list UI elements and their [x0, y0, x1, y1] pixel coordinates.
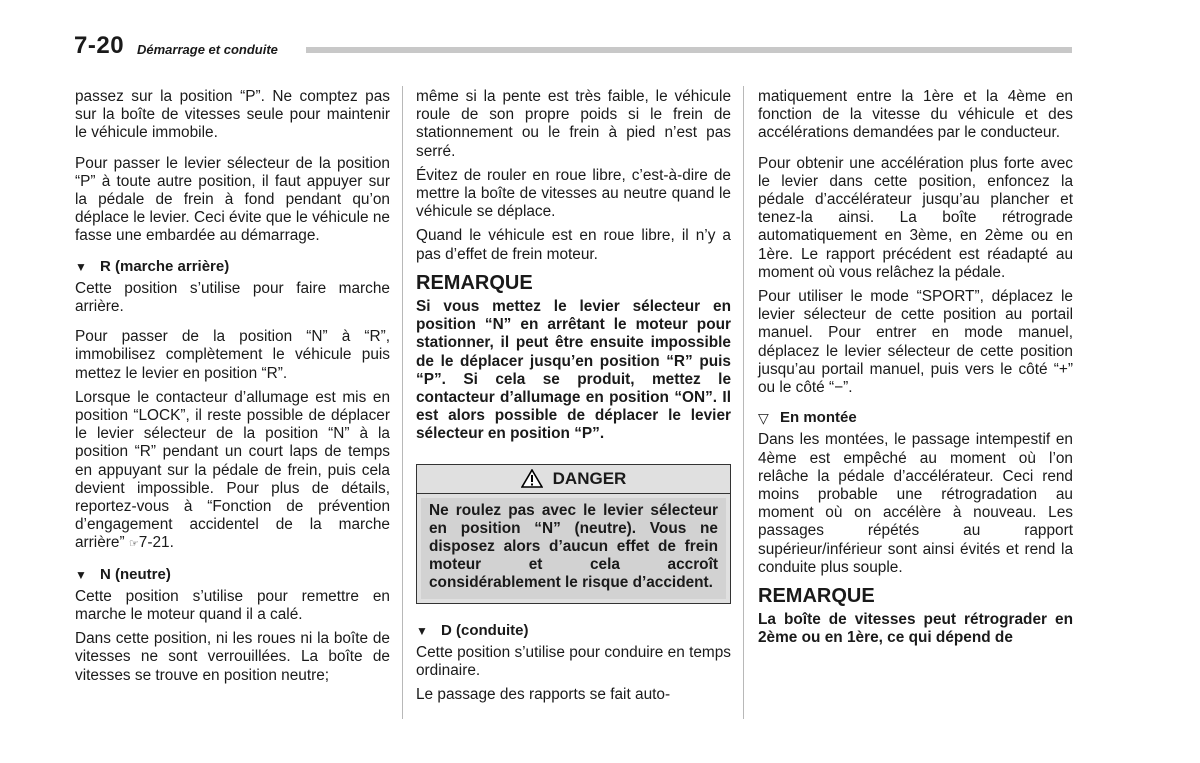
paragraph: même si la pente est très faible, le véhicule roule de son propre poids si le frein de stationnement ou le frein à pied n’est pas serré.: [416, 88, 731, 160]
heading-text: D (conduite): [441, 621, 529, 639]
paragraph: Pour utiliser le mode “SPORT”, déplacez le levier sélecteur de cette position au portail manuel. Pour entrer en mode manuel, déplacez le levier sélecteur de cette position jusqu’au portail manuel, puis vers le côté “+” ou le côté “−”.: [758, 288, 1073, 397]
header-rule: [306, 47, 1072, 53]
page-reference[interactable]: 7-21.: [138, 534, 174, 552]
triangle-bullet-icon: ▼: [75, 567, 87, 582]
paragraph: Pour passer de la position “N” à “R”, immobilisez complètement le véhicule puis mettez le levier en position “R”.: [75, 328, 390, 382]
danger-body: Ne roulez pas avec le levier sélecteur en position “N” (neutre). Vous ne disposez alors d’aucun effet de frein moteur et cela accroît considérablement le risque d’accident.: [421, 498, 726, 599]
page-reference-icon: ☞: [128, 538, 139, 551]
heading-n-neutral: [75, 566, 390, 584]
heading-r-reverse: [75, 258, 390, 276]
paragraph-text: Lorsque le contacteur d’allumage est mis en position “LOCK”, il reste possible de déplacer le levier sélecteur de la position “N” à la position “R” pendant un court laps de temps en appuyant sur la pédale de frein, puis cela devient impossible. Pour plus de détails, reportez-vous à “Fonction de prévention d’engagement accidentel de la marche arrière”: [75, 388, 390, 552]
heading-en-montee: [758, 409, 1073, 427]
paragraph: Cette position s’utilise pour conduire en temps ordinaire.: [416, 643, 731, 680]
paragraph: Cette position s’utilise pour faire marche arrière.: [75, 279, 390, 316]
heading-text: R (marche arrière): [100, 257, 230, 275]
column-divider: [402, 86, 403, 719]
paragraph: Dans les montées, le passage intempestif en 4ème est empêché au moment où l’on relâche la pédale d’accélérateur. Ceci rend moins probable une rétrogradation au moment où on accélère à nouveau. Les passages répétés au rapport supérieur/inférieur sont ainsi évités et rend la conduite plus souple.: [758, 431, 1073, 576]
paragraph: Pour obtenir une accélération plus forte avec le levier dans cette position, enfoncez la pédale d’accélérateur jusqu’au plancher et tenez-la ainsi. La boîte rétrograde automatiquement en 3ème, en 2ème ou en 1ère. Le rapport précédent est réadapté au moment où vous relâchez la pédale.: [758, 154, 1073, 281]
page-header: [74, 30, 1072, 62]
remarque-title: REMARQUE: [416, 271, 533, 294]
heading-d-drive: [416, 622, 731, 640]
paragraph: Quand le véhicule est en roue libre, il n’y a pas d’effet de frein moteur.: [416, 227, 731, 263]
column-divider: [743, 86, 744, 719]
section-title: Démarrage et conduite: [137, 42, 278, 57]
column-3: [758, 88, 1073, 648]
heading-text: N (neutre): [100, 565, 171, 583]
triangle-bullet-icon: ▼: [416, 623, 428, 638]
remarque-body: La boîte de vitesses peut rétrograder en 2ème ou en 1ère, ce qui dépend de: [758, 611, 1073, 647]
paragraph: Le passage des rapports se fait auto-: [416, 686, 671, 704]
open-triangle-bullet-icon: ▽: [758, 410, 769, 427]
column-2: [416, 88, 731, 710]
remarque-title: REMARQUE: [758, 585, 875, 608]
page-number: 7-20: [74, 32, 125, 59]
paragraph: [75, 389, 390, 554]
heading-text: En montée: [780, 409, 857, 427]
warning-triangle-icon: [521, 469, 543, 488]
paragraph: Pour passer le levier sélecteur de la position “P” à toute autre position, il faut appuyer sur la pédale de frein à fond pendant qu’on déplace le levier. Ceci évite que le véhicule ne fasse une embardée au démarrage.: [75, 154, 390, 245]
paragraph: matiquement entre la 1ère et la 4ème en fonction de la vitesse du véhicule et des accélérations demandées par le conducteur.: [758, 88, 1073, 142]
danger-title: DANGER: [552, 468, 627, 488]
column-1: [75, 88, 390, 691]
paragraph: passez sur la position “P”. Ne comptez pas sur la boîte de vitesses seule pour maintenir le véhicule immobile.: [75, 88, 390, 142]
remarque-body: Si vous mettez le levier sélecteur en position “N” en arrêtant le moteur pour stationner, il peut être ensuite impossible de le déplacer jusqu’en position “R” puis “P”. Si cela se produit, mettez le contacteur d’allumage en position “ON”. Il est alors possible de déplacer le levier sélecteur en position “P”.: [416, 298, 731, 443]
danger-box: [416, 464, 731, 604]
paragraph: Évitez de rouler en roue libre, c’est-à-dire de mettre la boîte de vitesses au neutre quand le véhicule se déplace.: [416, 166, 731, 221]
danger-header: [417, 465, 730, 494]
paragraph: Cette position s’utilise pour remettre en marche le moteur quand il a calé.: [75, 587, 390, 624]
triangle-bullet-icon: ▼: [75, 259, 87, 274]
paragraph: Dans cette position, ni les roues ni la boîte de vitesses ne sont verrouillées. La boîte de vitesses se trouve en position neutre;: [75, 630, 390, 684]
